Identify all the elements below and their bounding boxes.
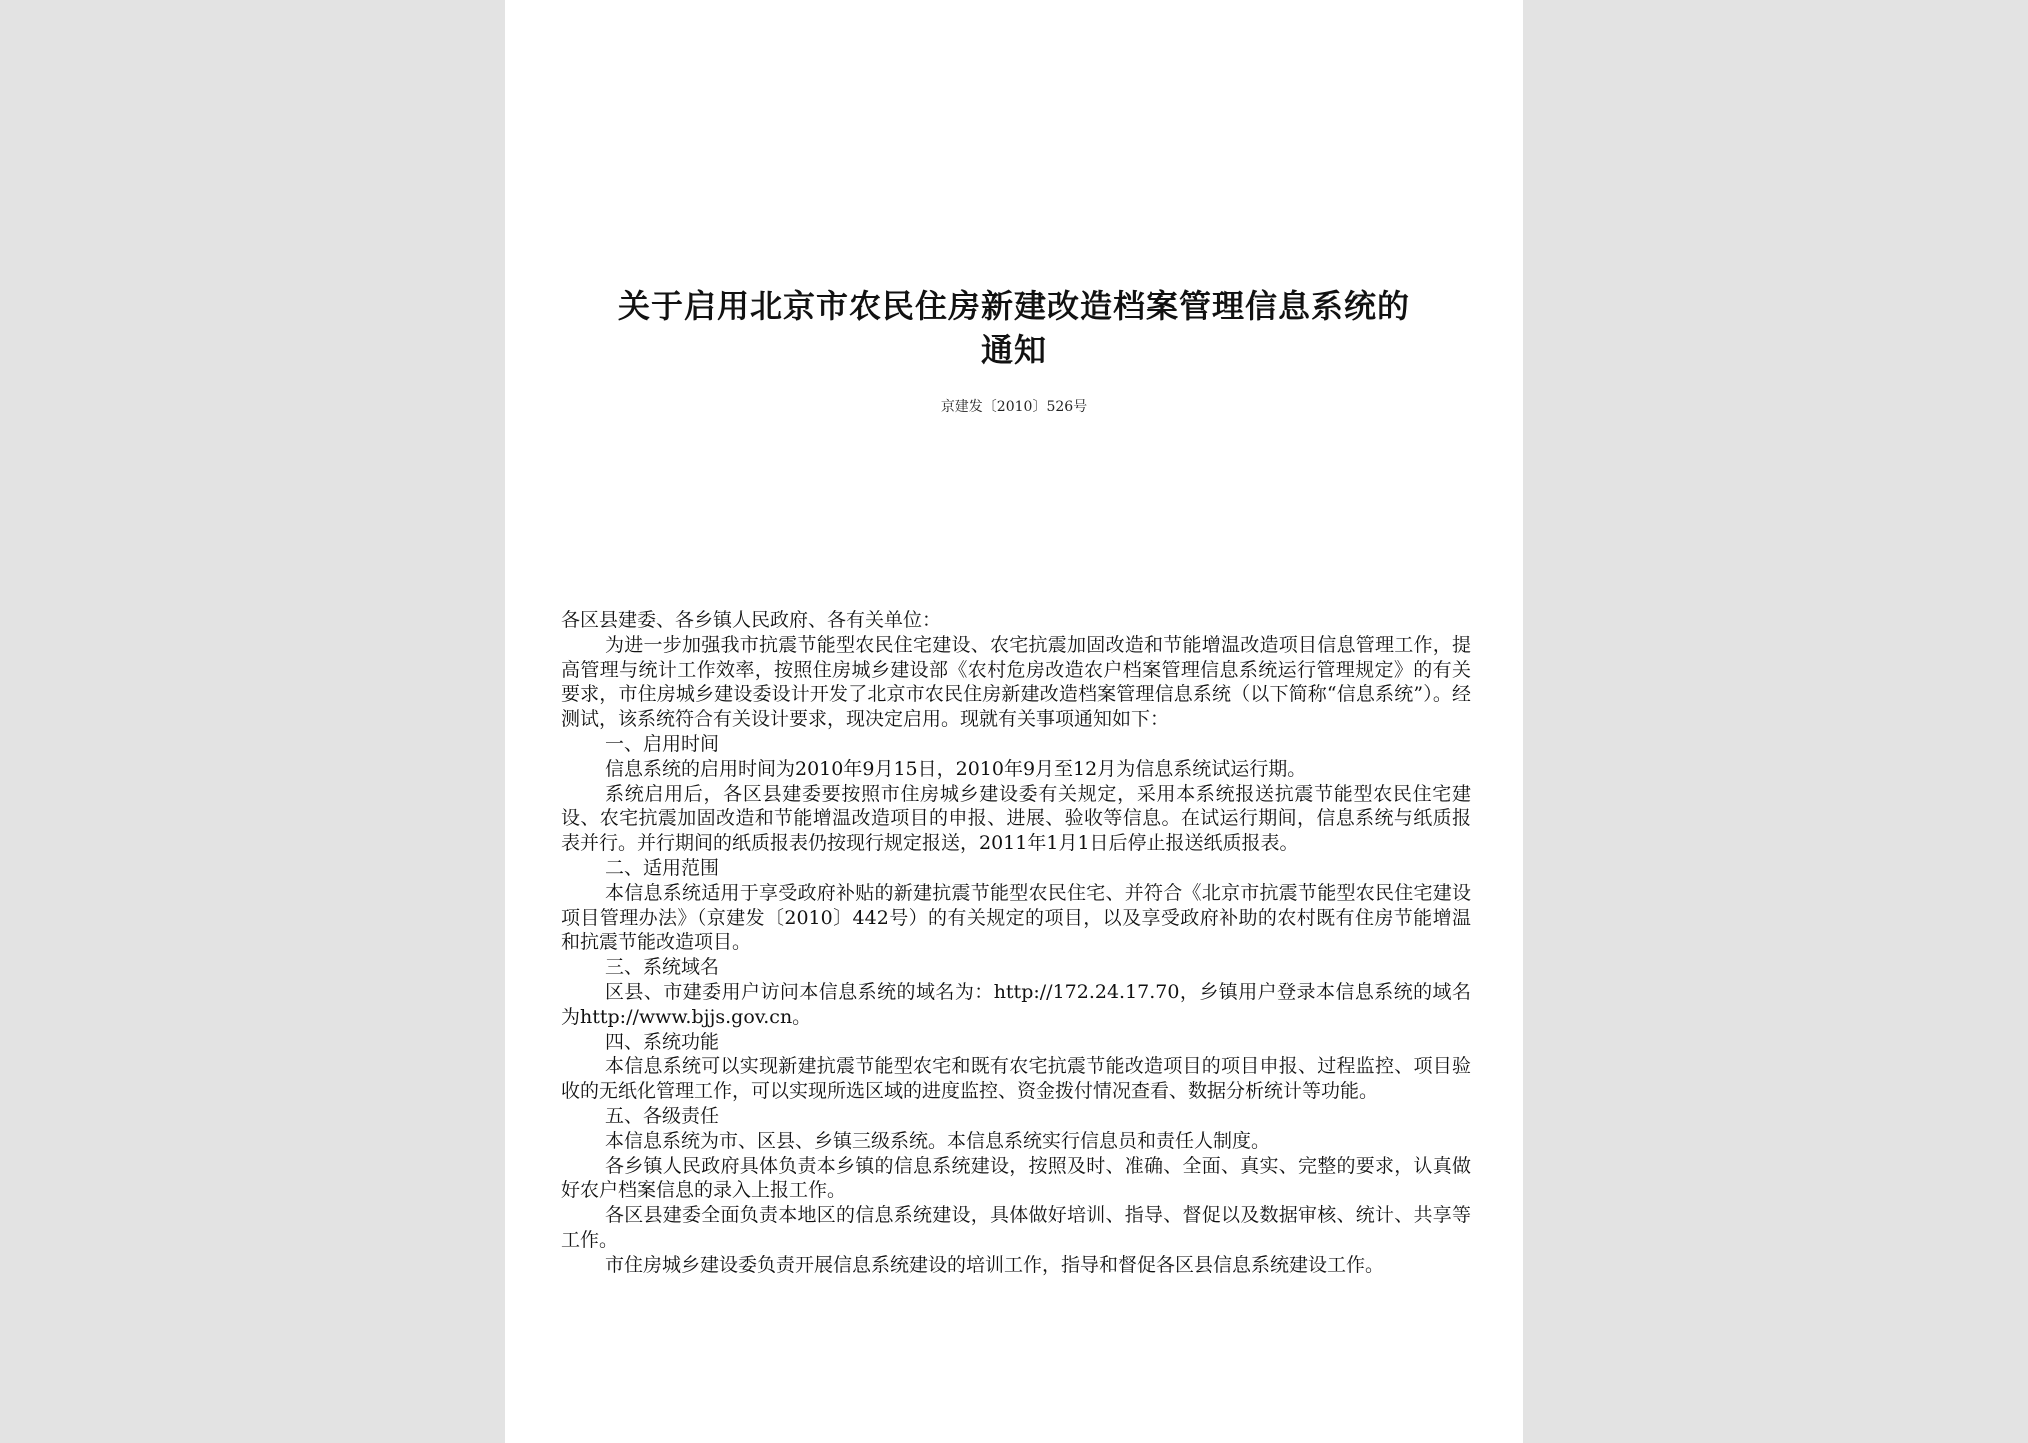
document-page: [505, 0, 1523, 1443]
salutation: 各区县建委、各乡镇人民政府、各有关单位：: [561, 609, 942, 631]
document-body: [561, 608, 1471, 1278]
paragraph: 本信息系统适用于享受政府补贴的新建抗震节能型农民住宅、并符合《北京市抗震节能型农民住宅建设项目管理办法》（京建发〔2010〕442号）的有关规定的项目，以及享受政府补助的农村既有住房节能增温和抗震节能改造项目。: [561, 881, 1471, 954]
paragraph-intro: 为进一步加强我市抗震节能型农民住宅建设、农宅抗震加固改造和节能增温改造项目信息管理工作，提高管理与统计工作效率，按照住房城乡建设部《农村危房改造农户档案管理信息系统运行管理规定》的有关要求，市住房城乡建设委设计开发了北京市农民住房新建改造档案管理信息系统（以下简称“信息系统”）。经测试，该系统符合有关设计要求，现决定启用。现就有关事项通知如下：: [561, 633, 1471, 731]
document-title: [535, 284, 1493, 372]
section-heading-start-time: 一、启用时间: [605, 732, 720, 755]
document-number: 京建发〔2010〕526号: [940, 399, 1088, 415]
paragraph: 区县、市建委用户访问本信息系统的域名为：http://172.24.17.70，乡镇用户登录本信息系统的域名为http://www.bjjs.gov.cn。: [561, 980, 1471, 1028]
title-line-2: 通知: [980, 331, 1047, 369]
paragraph: 本信息系统可以实现新建抗震节能型农宅和既有农宅抗震节能改造项目的项目申报、过程监控、项目验收的无纸化管理工作，可以实现所选区域的进度监控、资金拨付情况查看、数据分析统计等功能。: [561, 1055, 1471, 1103]
section-heading-scope: 二、适用范围: [605, 856, 720, 879]
paragraph: 各乡镇人民政府具体负责本乡镇的信息系统建设，按照及时、准确、全面、真实、完整的要求，认真做好农户档案信息的录入上报工作。: [561, 1154, 1471, 1202]
paragraph: 各区县建委全面负责本地区的信息系统建设，具体做好培训、指导、督促以及数据审核、统计、共享等工作。: [561, 1204, 1471, 1251]
title-line-1: 关于启用北京市农民住房新建改造档案管理信息系统的: [617, 287, 1410, 325]
section-heading-domain: 三、系统域名: [605, 956, 720, 979]
paragraph: 本信息系统为市、区县、乡镇三级系统。本信息系统实行信息员和责任人制度。: [605, 1129, 1271, 1152]
paragraph: 信息系统的启用时间为2010年9月15日，2010年9月至12月为信息系统试运行期。: [605, 757, 1307, 780]
section-heading-functions: 四、系统功能: [605, 1030, 720, 1053]
paragraph: 系统启用后，各区县建委要按照市住房城乡建设委有关规定，采用本系统报送抗震节能型农民住宅建设、农宅抗震加固改造和节能增温改造项目的申报、进展、验收等信息。在试运行期间，信息系统与纸质报表并行。并行期间的纸质报表仍按现行规定报送，2011年1月1日后停止报送纸质报表。: [561, 782, 1471, 855]
section-heading-responsibilities: 五、各级责任: [605, 1104, 720, 1127]
paragraph: 市住房城乡建设委负责开展信息系统建设的培训工作，指导和督促各区县信息系统建设工作。: [605, 1253, 1385, 1276]
